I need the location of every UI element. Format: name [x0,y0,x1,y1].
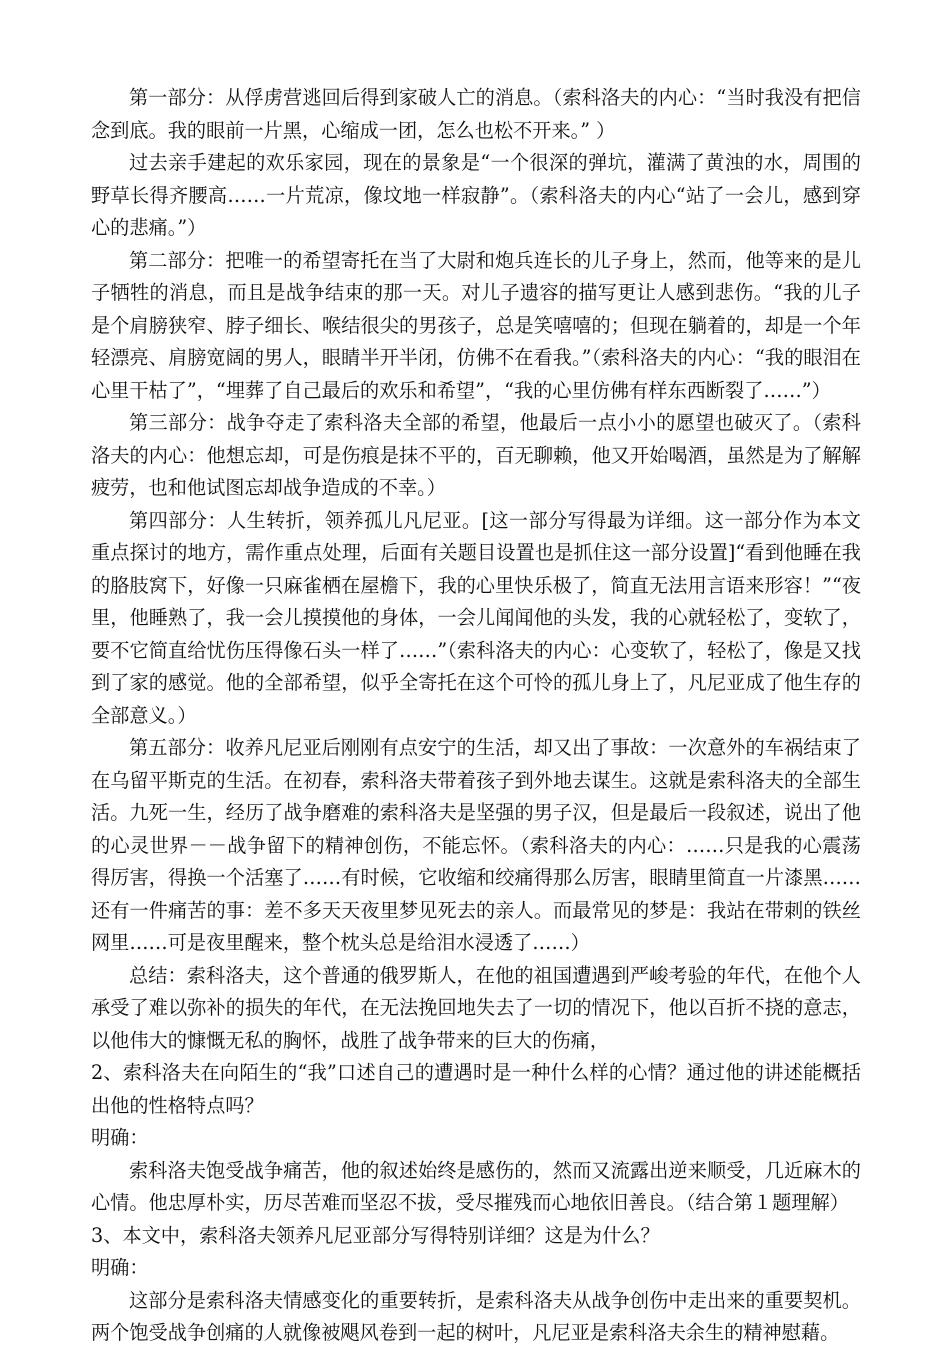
question-two: 2、索科洛夫在向陌生的“我”口述自己的遭遇时是一种什么样的心情？通过他的讲述能概括出他的性格特点吗？ [91,1061,861,1117]
answer-label-two: 明确： [91,1126,149,1149]
paragraph-part-two: 第二部分：把唯一的希望寄托在当了大尉和炮兵连长的儿子身上，然而，他等来的是儿子牺牲的消息，而且是战争结束的那一天。对儿子遗容的描写更让人感到悲伤。“我的儿子是个肩膀狭窄、脖子细长、喉结很尖的男孩子，总是笑嘻嘻的；但现在躺着的，却是一个年轻漂亮、肩膀宽阔的男人，眼睛半开半闭，仿佛不在看我。”（索科洛夫的内心：“我的眼泪在心里干枯了”，“埋葬了自己最后的欢乐和希望”，“我的心里仿佛有样东西断裂了……”） [91,248,861,402]
document-page [91,82,861,1350]
answer-two: 索科洛夫饱受战争痛苦，他的叙述始终是感伤的，然而又流露出逆来顺受，几近麻木的心情。他忠厚朴实，历尽苦难而坚忍不拔，受尽摧残而心地依旧善良。（结合第１题理解） [91,1158,861,1214]
answer-three: 这部分是索科洛夫情感变化的重要转折，是索科洛夫从战争创伤中走出来的重要契机。两个饱受战争创痛的人就像被飓风卷到一起的树叶，凡尼亚是索科洛夫余生的精神慰藉。 [91,1288,861,1344]
paragraph-part-five: 第五部分：收养凡尼亚后刚刚有点安宁的生活，却又出了事故：一次意外的车祸结束了在乌留平斯克的生活。在初春，索科洛夫带着孩子到外地去谋生。这就是索科洛夫的全部生活。九死一生，经历了战争磨难的索科洛夫是坚强的男子汉，但是最后一段叙述，说出了他的心灵世界－－战争留下的精神创伤，不能忘怀。（索科洛夫的内心：……只是我的心震荡得厉害，得换一个活塞了……有时候，它收缩和绞痛得那么厉害，眼睛里简直一片漆黑……还有一件痛苦的事：差不多天天夜里梦见死去的亲人。而最常见的梦是：我站在带刺的铁丝网里……可是夜里醒来，整个枕头总是给泪水浸透了……） [91,736,861,954]
paragraph-summary: 总结：索科洛夫，这个普通的俄罗斯人，在他的祖国遭遇到严峻考验的年代，在他个人承受了难以弥补的损失的年代，在无法挽回地失去了一切的情况下，他以百折不挠的意志，以他伟大的慷慨无私的胸怀，战胜了战争带来的巨大的伤痛， [91,963,861,1052]
answer-label-three: 明确： [91,1256,149,1279]
paragraph-part-three: 第三部分：战争夺走了索科洛夫全部的希望，他最后一点小小的愿望也破灭了。（索科洛夫的内心：他想忘却，可是伤痕是抹不平的，百无聊赖，他又开始喝酒，虽然是为了解解疲劳，也和他试图忘却战争造成的不幸。） [91,411,861,499]
paragraph-former-home: 过去亲手建起的欢乐家园，现在的景象是“一个很深的弹坑，灌满了黄浊的水，周围的野草长得齐腰高……一片荒凉，像坟地一样寂静”。（索科洛夫的内心“站了一会儿，感到穿心的悲痛。”） [91,151,861,239]
paragraph-part-one: 第一部分：从俘虏营逃回后得到家破人亡的消息。（索科洛夫的内心：“当时我没有把信念到底。我的眼前一片黑，心缩成一团，怎么也松不开来。” ） [91,86,861,142]
question-three: 3、本文中，索科洛夫领养凡尼亚部分写得特别详细？这是为什么？ [91,1223,660,1247]
paragraph-part-four: 第四部分：人生转折，领养孤儿凡尼亚。[这一部分写得最为详细。这一部分作为本文重点探讨的地方，需作重点处理，后面有关题目设置也是抓住这一部分设置]“看到他睡在我的胳肢窝下，好像一只麻雀栖在屋檐下，我的心里快乐极了，简直无法用言语来形容！”“夜里，他睡熟了，我一会儿摸摸他的身体，一会儿闻闻他的头发，我的心就轻松了，变软了，要不它简直给忧伤压得像石头一样了……”（索科洛夫的内心：心变软了，轻松了，像是又找到了家的感觉。他的全部希望，似乎全寄托在这个可怜的孤儿身上了，凡尼亚成了他生存的全部意义。） [91,508,861,727]
